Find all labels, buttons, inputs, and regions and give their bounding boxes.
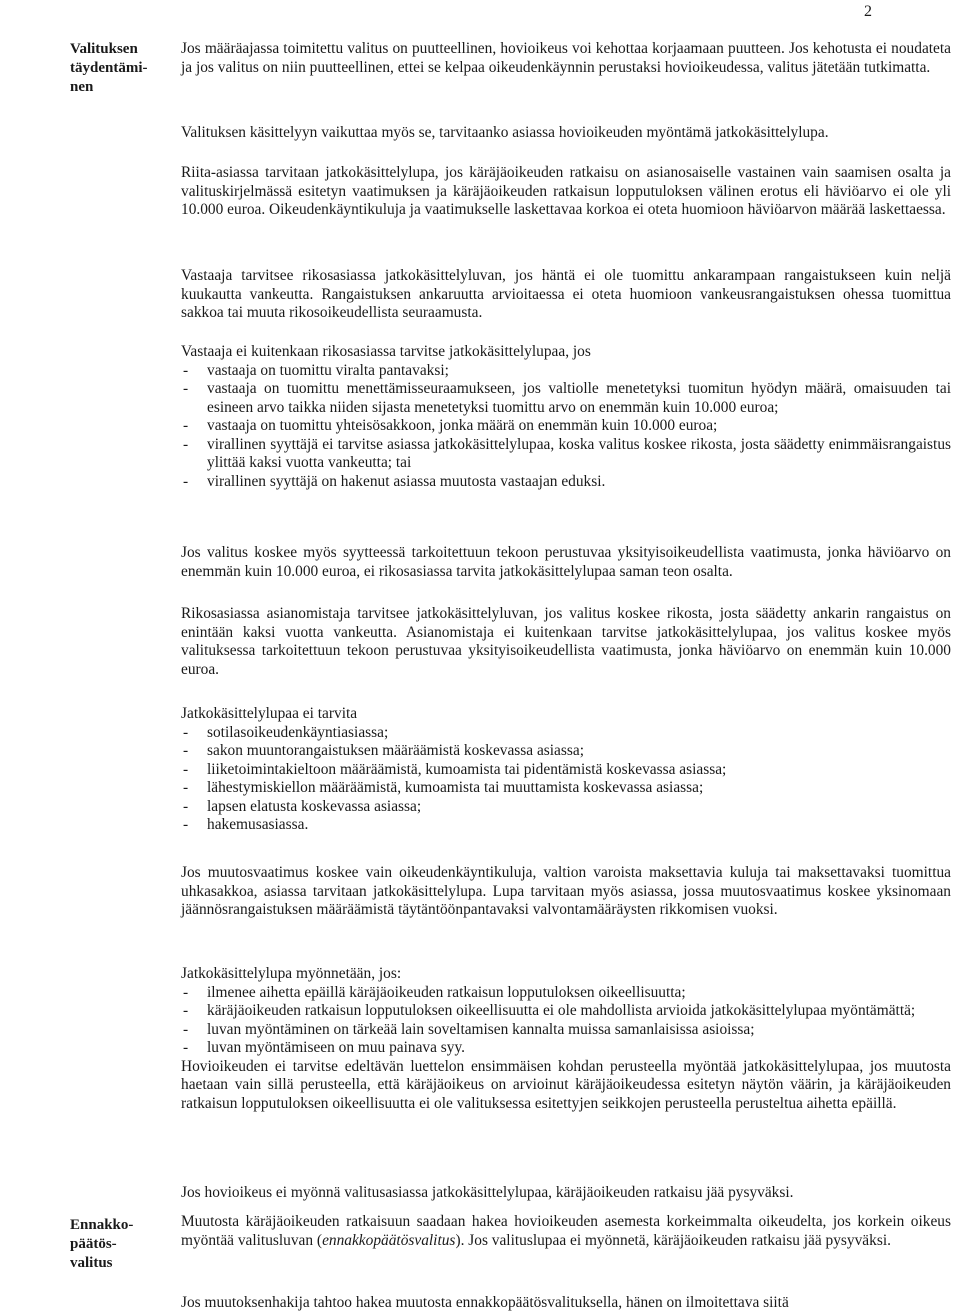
side-heading-supplement: Valituksen täydentämi- nen — [70, 41, 148, 95]
paragraph-text: Valituksen käsittelyyn vaikuttaa myös se, tarvitaanko asiassa hovioikeuden myöntämä jatkokäsittelylupa. — [181, 124, 829, 141]
list-item: - liiketoimintakieltoon määräämistä, kumoamista tai pidentämistä koskevassa asiassa; — [181, 761, 951, 780]
list-leave-granted — [181, 965, 951, 1113]
paragraph-supplement — [181, 40, 951, 77]
page-number: 2 — [864, 3, 872, 20]
paragraph-preliminary-appeal — [181, 1213, 951, 1250]
paragraph-private-claim — [181, 544, 951, 581]
text-segment: Muutosta käräjäoikeuden ratkaisuun saadaan hakea hovioikeuden asemesta korkeimmalta oikeudelta, jos korkein oikeus myöntää valitusluvan ( — [181, 1213, 951, 1249]
paragraph-evidence-exception: Hovioikeuden ei tarvitse edeltävän luettelon ensimmäisen kohdan perusteella myöntää jatkokäsittelylupaa, jos muutosta haetaan vain sillä perusteella, että käräjäoikeus on arvioinut käräjäoikeudessa esitetyn näytön väärin, ja käräjäoikeuden ratkaisun lopputuloksen oikeellisuutta ei ole valituksessa esitettyjen seikkojen perusteella perusteltua aihetta epäillä. — [181, 1057, 951, 1112]
paragraph-defendant — [181, 267, 951, 323]
list-item: - hakemusasiassa. — [181, 816, 951, 835]
paragraph-civil-case — [181, 164, 951, 220]
list-intro: Vastaaja ei kuitenkaan rikosasiassa tarvitse jatkokäsittelylupaa, jos — [181, 343, 591, 360]
paragraph-text: Jos hovioikeus ei myönnä valitusasiassa jatkokäsittelylupaa, käräjäoikeuden ratkaisu jää pysyväksi. — [181, 1184, 794, 1201]
list-item: - luvan myöntämiseen on muu painava syy. — [181, 1039, 951, 1058]
paragraph-costs-appeal — [181, 864, 951, 920]
list-item: - lapsen elatusta koskevassa asiassa; — [181, 798, 951, 817]
paragraph-text: Vastaaja tarvitsee rikosasiassa jatkokäsittelyluvan, jos häntä ei ole tuomittu ankarampaan rangaistukseen kuin neljä kuukautta vankeutta. Rangaistuksen ankaruutta arvioitaessa ei oteta huomioon vankeusrangaistuksen ohessa tuomittua sakkoa tai muuta rikosoikeudellista seuraamusta. — [181, 267, 951, 321]
paragraph-text: Jos muutoksenhakija tahtoo hakea muutosta ennakkopäätösvalituksella, hänen on ilmoitettava siitä — [181, 1294, 789, 1311]
side-heading-preliminary-appeal: Ennakko- päätös- valitus — [70, 1217, 134, 1271]
list-item: - käräjäoikeuden ratkaisun lopputuloksen oikeellisuutta ei ole mahdollista arvioida jatkokäsittelylupaa myöntämättä; — [181, 1002, 951, 1021]
list-item: - ilmenee aihetta epäillä käräjäoikeuden ratkaisun lopputuloksen oikeellisuutta; — [181, 984, 951, 1003]
paragraph-leave-denied — [181, 1184, 951, 1203]
paragraph-text: Jos muutosvaatimus koskee vain oikeudenkäyntikuluja, valtion varoista maksettavia kuluja tai maksettavaksi tuomittua uhkasakkoa, asiassa tarvitaan jatkokäsittelylupa. Lupa tarvitaan myös asiassa, jossa muutosvaatimus koskee yksinomaan jäännösrangaistuksen määräämistä täytäntöönpantavaksi valvontamääräysten rikkomisen vuoksi. — [181, 864, 951, 918]
list-item: - vastaaja on tuomittu yhteisösakkoon, jonka määrä on enemmän kuin 10.000 euroa; — [181, 417, 951, 436]
list-leave-not-required — [181, 705, 951, 835]
list-item: - luvan myöntäminen on tärkeää lain soveltamisen kannalta muissa samanlaisissa asioissa; — [181, 1021, 951, 1040]
list-item: - virallinen syyttäjä ei tarvitse asiassa jatkokäsittelylupaa, koska valitus koskee rikosta, josta säädetty enimmäisrangaistus ylittää kaksi vuotta vankeutta; tai — [181, 436, 951, 473]
list-defendant-exceptions — [181, 343, 951, 491]
paragraph-leave-effect — [181, 124, 951, 143]
paragraph-preliminary-notice — [181, 1294, 951, 1313]
paragraph-injured-party — [181, 605, 951, 679]
paragraph-text — [181, 1213, 951, 1250]
list-intro: Jatkokäsittelylupa myönnetään, jos: — [181, 965, 402, 982]
paragraph-text: Jos valitus koskee myös syytteessä tarkoitettuun tekoon perustuvaa yksityisoikeudellista vaatimusta, jonka häviöarvo on enemmän kuin 10.000 euroa, ei rikosasiassa tarvita jatkokäsittelylupaa saman teon osalta. — [181, 544, 951, 580]
paragraph-text: Jos määräajassa toimitettu valitus on puutteellinen, hovioikeus voi kehottaa korjaamaan puutteen. Jos kehotusta ei noudateta ja jos valitus on niin puutteellinen, ettei se kelpaa oikeudenkäynnin perustaksi hovioikeudessa, valitus jätetään tutkimatta. — [181, 40, 951, 76]
list-item: - sakon muuntorangaistuksen määräämistä koskevassa asiassa; — [181, 742, 951, 761]
paragraph-text: Riita-asiassa tarvitaan jatkokäsittelylupa, jos käräjäoikeuden ratkaisu on asianosaiselle vastainen vain saamisen osalta ja valituskirjelmässä esitetyn vaatimuksen ja käräjäoikeuden ratkaisun lopputuloksen välinen erotus eli häviöarvo ei ole yli 10.000 euroa. Oikeudenkäyntikuluja ja vaatimukselle laskettavaa korkoa ei oteta huomioon häviöarvon määrää laskettaessa. — [181, 164, 951, 218]
list-item: - vastaaja on tuomittu menettämisseuraamukseen, jos valtiolle menetetyksi tuomitun hyödyn määrä, omaisuuden tai esineen arvo taikka niiden sijasta menetetyksi tuomittu arvo on enemmän kuin 10.000 euroa; — [181, 380, 951, 417]
emphasized-term: ennakkopäätösvalitus — [322, 1231, 456, 1249]
list-item: - virallinen syyttäjä on hakenut asiassa muutosta vastaajan eduksi. — [181, 473, 951, 492]
list-item: - sotilasoikeudenkäyntiasiassa; — [181, 724, 951, 743]
list-intro: Jatkokäsittelylupaa ei tarvita — [181, 705, 358, 722]
paragraph-text: Rikosasiassa asianomistaja tarvitsee jatkokäsittelyluvan, jos valitus koskee rikosta, josta säädetty ankarin rangaistus on enintään kaksi vuotta vankeutta. Asianomistaja ei kuitenkaan tarvitse jatkokäsittelylupaa, jos valitus koskee myös valituksessa tarkoitettuun tekoon perustuvaa yksityisoikeudellista vaatimusta, jonka häviöarvo on enemmän kuin 10.000 euroa. — [181, 605, 951, 678]
text-segment: ). Jos valituslupaa ei myönnetä, käräjäoikeuden ratkaisu jää pysyväksi. — [455, 1231, 891, 1249]
list-item: - vastaaja on tuomittu viralta pantavaksi; — [181, 362, 951, 381]
list-item: - lähestymiskiellon määräämistä, kumoamista tai muuttamista koskevassa asiassa; — [181, 779, 951, 798]
